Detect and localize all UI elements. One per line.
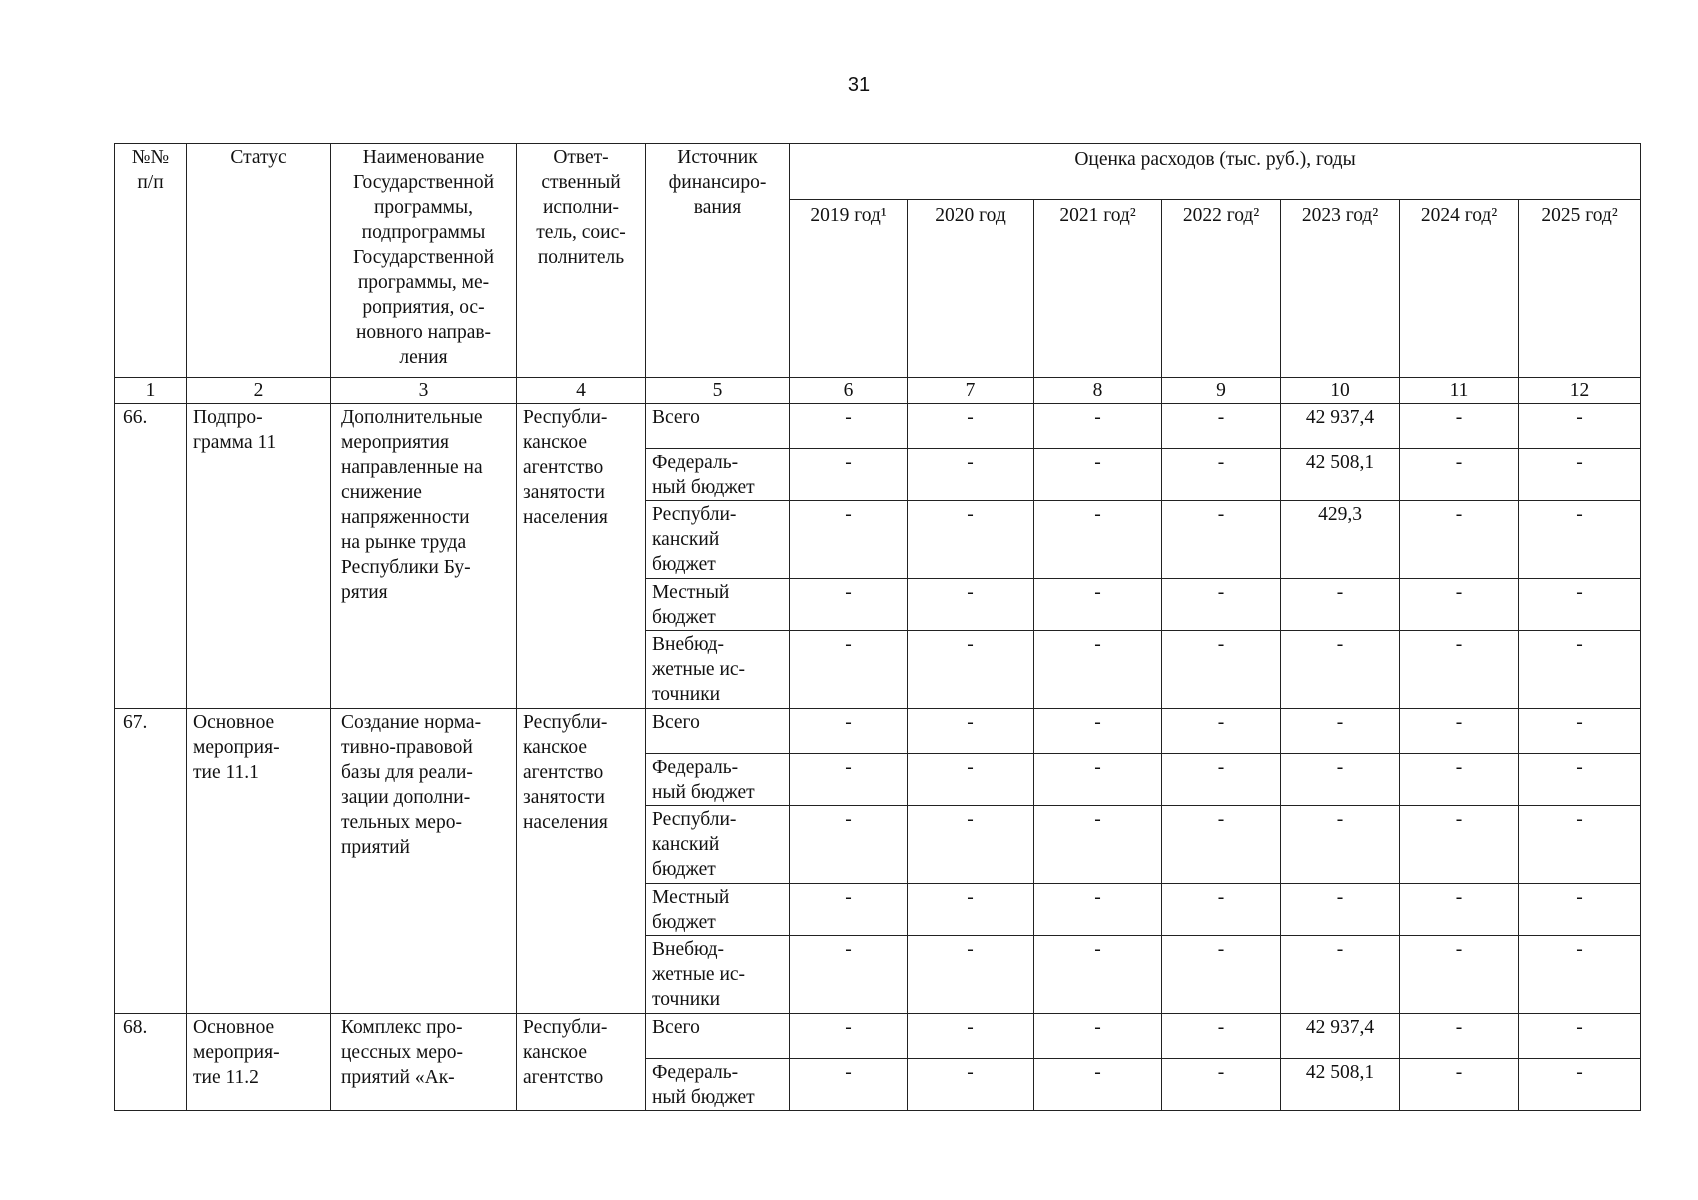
value-cell: - (908, 806, 1034, 884)
column-number: 9 (1162, 378, 1281, 404)
column-number: 11 (1400, 378, 1519, 404)
value-cell: - (790, 884, 908, 936)
header-status: Статус (187, 144, 331, 378)
value-cell: - (1400, 709, 1519, 754)
source-label: Местный бюджет (646, 884, 790, 936)
value-cell: - (1519, 404, 1641, 449)
year-header: 2019 год¹ (790, 200, 908, 378)
source-label: Внебюд- жетные ис- точники (646, 631, 790, 709)
year-header: 2022 год² (1162, 200, 1281, 378)
column-number: 5 (646, 378, 790, 404)
value-cell: - (908, 579, 1034, 631)
value-cell: - (1034, 806, 1162, 884)
budget-table (114, 143, 1641, 1111)
value-cell: - (1162, 631, 1281, 709)
value-cell: - (1400, 806, 1519, 884)
source-label: Федераль- ный бюджет (646, 754, 790, 806)
value-cell: - (908, 1014, 1034, 1059)
header-source: Источник финансиро- вания (646, 144, 790, 378)
header-name: Наименование Государственной программы, подпрограммы Государственной программы, ме- роприятия, ос- новного направ- ления (331, 144, 517, 378)
value-cell: - (790, 936, 908, 1014)
value-cell: - (908, 1059, 1034, 1111)
value-cell: - (908, 936, 1034, 1014)
source-label: Внебюд- жетные ис- точники (646, 936, 790, 1014)
value-cell: - (1400, 884, 1519, 936)
column-number: 1 (115, 378, 187, 404)
year-header: 2020 год (908, 200, 1034, 378)
source-label: Федераль- ный бюджет (646, 1059, 790, 1111)
value-cell: - (1281, 754, 1400, 806)
value-cell: - (1519, 449, 1641, 501)
value-cell: - (1034, 709, 1162, 754)
source-label: Федераль- ный бюджет (646, 449, 790, 501)
value-cell: 42 937,4 (1281, 1014, 1400, 1059)
value-cell: - (1281, 579, 1400, 631)
row-status: Подпро- грамма 11 (187, 404, 331, 709)
value-cell: - (1034, 936, 1162, 1014)
value-cell: - (790, 754, 908, 806)
row-status: Основное мероприя- тие 11.1 (187, 709, 331, 1014)
column-number: 4 (517, 378, 646, 404)
row-status: Основное мероприя- тие 11.2 (187, 1014, 331, 1111)
value-cell: - (1519, 709, 1641, 754)
column-number: 6 (790, 378, 908, 404)
value-cell: - (1162, 579, 1281, 631)
value-cell: - (1162, 806, 1281, 884)
year-header: 2021 год² (1034, 200, 1162, 378)
value-cell: - (1519, 1014, 1641, 1059)
year-header: 2024 год² (1400, 200, 1519, 378)
value-cell: - (1162, 709, 1281, 754)
value-cell: - (1034, 579, 1162, 631)
value-cell: - (1400, 1014, 1519, 1059)
value-cell: - (1400, 631, 1519, 709)
header-responsible: Ответ- ственный исполни- тель, соис- полнитель (517, 144, 646, 378)
value-cell: - (1519, 631, 1641, 709)
value-cell: - (1519, 754, 1641, 806)
value-cell: - (790, 709, 908, 754)
column-number: 2 (187, 378, 331, 404)
table-row (115, 709, 1641, 754)
table-row (115, 1014, 1641, 1059)
value-cell: - (1034, 1014, 1162, 1059)
value-cell: - (1281, 709, 1400, 754)
value-cell: - (1519, 579, 1641, 631)
value-cell: - (1034, 754, 1162, 806)
source-label: Республи- канский бюджет (646, 501, 790, 579)
value-cell: - (1034, 404, 1162, 449)
value-cell: - (908, 884, 1034, 936)
year-header: 2023 год² (1281, 200, 1400, 378)
value-cell: - (790, 1014, 908, 1059)
row-name: Создание норма- тивно-правовой базы для реали- зации дополни- тельных меро- приятий (331, 709, 517, 1014)
value-cell: - (1400, 1059, 1519, 1111)
row-responsible: Республи- канское агентство занятости населения (517, 709, 646, 1014)
value-cell: - (1034, 884, 1162, 936)
value-cell: - (908, 501, 1034, 579)
value-cell: - (790, 631, 908, 709)
column-number: 8 (1034, 378, 1162, 404)
column-numbers-row (115, 378, 1641, 404)
value-cell: - (1519, 936, 1641, 1014)
source-label: Всего (646, 1014, 790, 1059)
value-cell: - (1034, 631, 1162, 709)
header-num: №№ п/п (115, 144, 187, 378)
value-cell: - (1281, 631, 1400, 709)
row-name: Комплекс про- цессных меро- приятий «Ак- (331, 1014, 517, 1111)
value-cell: - (1034, 449, 1162, 501)
value-cell: - (1281, 936, 1400, 1014)
header-row (115, 144, 1641, 200)
value-cell: - (1400, 579, 1519, 631)
value-cell: - (1400, 754, 1519, 806)
value-cell: - (1162, 884, 1281, 936)
value-cell: - (790, 501, 908, 579)
value-cell: - (1519, 884, 1641, 936)
value-cell: - (1519, 806, 1641, 884)
source-label: Всего (646, 404, 790, 449)
value-cell: - (1162, 936, 1281, 1014)
value-cell: - (908, 449, 1034, 501)
value-cell: - (908, 709, 1034, 754)
year-header: 2025 год² (1519, 200, 1641, 378)
column-number: 7 (908, 378, 1034, 404)
value-cell: - (790, 806, 908, 884)
value-cell: 42 508,1 (1281, 449, 1400, 501)
value-cell: - (790, 404, 908, 449)
row-number: 67. (115, 709, 187, 1014)
value-cell: - (1162, 404, 1281, 449)
value-cell: - (1162, 1014, 1281, 1059)
source-label: Всего (646, 709, 790, 754)
table-row (115, 404, 1641, 449)
column-number: 12 (1519, 378, 1641, 404)
row-number: 68. (115, 1014, 187, 1111)
value-cell: - (790, 1059, 908, 1111)
value-cell: - (908, 754, 1034, 806)
value-cell: 429,3 (1281, 501, 1400, 579)
column-number: 3 (331, 378, 517, 404)
row-responsible: Республи- канское агентство (517, 1014, 646, 1111)
source-label: Местный бюджет (646, 579, 790, 631)
row-number: 66. (115, 404, 187, 709)
header-costs: Оценка расходов (тыс. руб.), годы (790, 144, 1641, 200)
value-cell: - (1400, 936, 1519, 1014)
value-cell: - (1281, 806, 1400, 884)
value-cell: - (1281, 884, 1400, 936)
value-cell: - (790, 579, 908, 631)
value-cell: - (908, 404, 1034, 449)
value-cell: 42 937,4 (1281, 404, 1400, 449)
value-cell: - (790, 449, 908, 501)
value-cell: - (1519, 501, 1641, 579)
value-cell: - (1519, 1059, 1641, 1111)
value-cell: - (1400, 449, 1519, 501)
page-number: 31 (847, 74, 871, 96)
value-cell: - (1162, 754, 1281, 806)
value-cell: - (1400, 404, 1519, 449)
row-responsible: Республи- канское агентство занятости населения (517, 404, 646, 709)
value-cell: - (1162, 501, 1281, 579)
value-cell: - (1034, 1059, 1162, 1111)
row-name: Дополнительные мероприятия направленные на снижение напряженности на рынке труда Республики Бу- рятия (331, 404, 517, 709)
value-cell: - (1400, 501, 1519, 579)
column-number: 10 (1281, 378, 1400, 404)
source-label: Республи- канский бюджет (646, 806, 790, 884)
value-cell: - (908, 631, 1034, 709)
value-cell: - (1034, 501, 1162, 579)
value-cell: - (1162, 449, 1281, 501)
value-cell: - (1162, 1059, 1281, 1111)
value-cell: 42 508,1 (1281, 1059, 1400, 1111)
